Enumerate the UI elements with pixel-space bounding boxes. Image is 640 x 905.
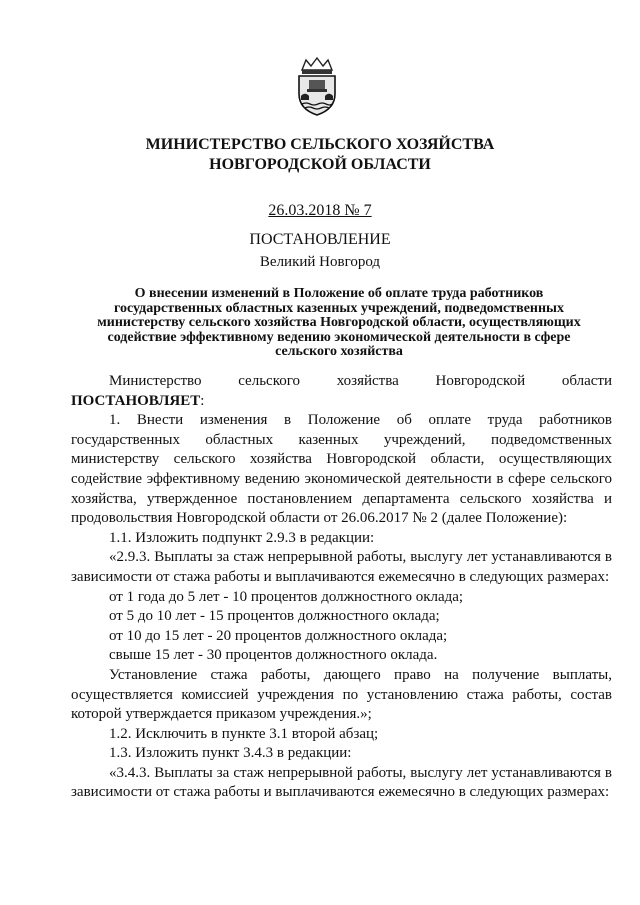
rate-item: от 1 года до 5 лет - 10 процентов должностного оклада; <box>109 588 464 605</box>
subject-line-4: содействие эффективному ведению экономической деятельности в сфере <box>107 329 571 345</box>
ministry-line-1: МИНИСТЕРСТВО СЕЛЬСКОГО ХОЗЯЙСТВА <box>145 136 495 153</box>
commission-paragraph: Установление стажа работы, дающего право на получение выплаты, осуществляется комиссией учреждения по установлению стажа работы, состав которой утверждается приказом учреждения.»; <box>71 666 612 723</box>
subject-line-1: О внесении изменений в Положение об оплате труда работников <box>134 286 544 301</box>
date-number: 26.03.2018 № 7 <box>268 202 372 219</box>
item-1-3: 1.3. Изложить пункт 3.4.3 в редакции: <box>109 745 352 762</box>
ministry-name <box>0 135 640 175</box>
document-type: ПОСТАНОВЛЕНИЕ <box>249 231 391 248</box>
city: Великий Новгород <box>259 254 381 270</box>
document-subject <box>66 287 612 360</box>
preamble: Министерство сельского хозяйства Новгородской области <box>109 373 612 389</box>
novgorod-coat-of-arms-icon <box>294 56 340 116</box>
item-1-1: 1.1. Изложить подпункт 2.9.3 в редакции: <box>109 529 375 546</box>
quote-2-9-3: «2.9.3. Выплаты за стаж непрерывной работы, выслугу лет устанавливаются в зависимости от стажа работы и выплачиваются ежемесячно в следующих размерах: <box>71 549 612 585</box>
resolves-colon: : <box>200 392 205 409</box>
document-body <box>71 372 612 803</box>
rate-item: от 10 до 15 лет - 20 процентов должностного оклада; <box>109 627 448 644</box>
rate-item: свыше 15 лет - 30 процентов должностного оклада. <box>109 647 438 664</box>
rate-item: от 5 до 10 лет - 15 процентов должностного оклада; <box>109 608 440 625</box>
item-1-2: 1.2. Исключить в пункте 3.1 второй абзац; <box>109 725 379 742</box>
subject-line-3: министерству сельского хозяйства Новгородской области, осуществляющих <box>97 315 581 330</box>
item-1: 1. Внести изменения в Положение об оплате труда работников государственных областных казенных учреждений, подведомственных министерству сельского хозяйства Новгородской области, осуществляющих содействие эффективному ведению экономической деятельности в сфере сельского хозяйства, утвержденное постановлением департамента сельского хозяйства и продовольствия Новгородской области от 26.06.2017 № 2 (далее Положение): <box>71 412 612 527</box>
quote-3-4-3: «3.4.3. Выплаты за стаж непрерывной работы, выслугу лет устанавливаются в зависимости от стажа работы и выплачиваются ежемесячно в следующих размерах: <box>71 764 612 801</box>
resolves-word: ПОСТАНОВЛЯЕТ <box>71 392 201 409</box>
resolves-heading <box>71 392 612 412</box>
ministry-line-2: НОВГОРОДСКОЙ ОБЛАСТИ <box>209 156 431 173</box>
subject-line-2: государственных областных казенных учреждений, подведомственных <box>114 300 564 316</box>
subject-line-5: сельского хозяйства <box>275 344 403 359</box>
